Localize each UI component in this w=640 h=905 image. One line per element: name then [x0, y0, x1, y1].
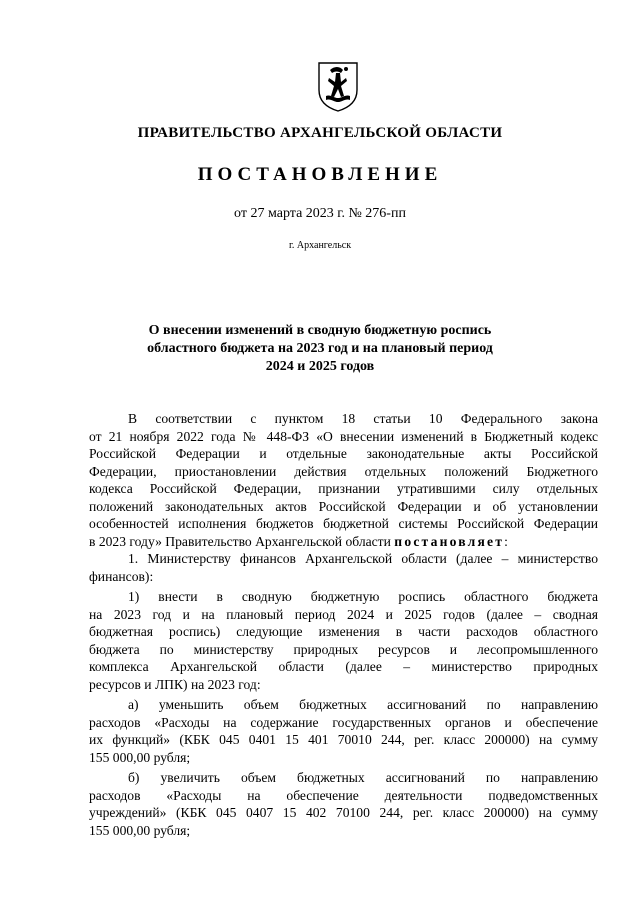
document-subject: [120, 322, 520, 376]
body-line: учреждений» (КБК 045 0407 15 402 70100 244, рег. класс 200000) на сумму: [89, 805, 598, 820]
body-line: финансов):: [89, 568, 154, 584]
preamble-colon: :: [504, 533, 508, 549]
body-line: кодекса Российской Федерации, признании утратившими силу отдельных: [89, 481, 598, 496]
body-line: Федерации, приостановлении действия отдельных положений Бюджетного: [89, 463, 598, 479]
body-line: 1. Министерству финансов Архангельской области (далее – министерство: [128, 551, 598, 566]
document-body: [89, 410, 598, 839]
body-line: бюджетная роспись) следующие изменения в части расходов областного: [89, 624, 598, 639]
document-city: г. Архангельск: [288, 240, 352, 251]
document-type: ПОСТАНОВЛЕНИЕ: [197, 164, 443, 185]
body-line: расходов «Расходы на содержание государственных органов и обеспечение: [89, 714, 598, 730]
body-line: бюджета по министерству природных ресурсов и лесопромышленного: [89, 641, 598, 657]
body-line: ресурсов и ЛПК) на 2023 год:: [89, 676, 261, 692]
coat-of-arms-icon: [316, 60, 360, 112]
body-line: В соответствии с пунктом 18 статьи 10 Федерального закона: [128, 411, 598, 426]
subject-line: 2024 и 2025 годов: [265, 359, 375, 374]
subject-line: областного бюджета на 2023 год и на плановый период: [147, 341, 493, 356]
body-line: комплекса Архангельской области (далее – министерство природных: [89, 659, 598, 674]
body-line: положений законодательных актов Российской Федерации и об установлении: [89, 498, 598, 514]
body-line: а) уменьшить объем бюджетных ассигнований по направлению: [128, 697, 598, 712]
body-line: на 2023 год и на плановый период 2024 и 2025 годов (далее – сводная: [89, 606, 598, 622]
body-line: 155 000,00 рубля;: [89, 749, 191, 765]
body-line: их функций» (КБК 045 0401 15 401 70010 244, рег. класс 200000) на сумму: [89, 732, 598, 747]
resolves-word: постановляет: [394, 533, 505, 549]
body-line: 1) внести в сводную бюджетную роспись областного бюджета: [128, 589, 598, 604]
subject-line: О внесении изменений в сводную бюджетную роспись: [148, 323, 492, 338]
body-line: 155 000,00 рубля;: [89, 822, 191, 838]
document-date-number: от 27 марта 2023 г. № 276-пп: [234, 206, 406, 221]
body-line: б) увеличить объем бюджетных ассигнований по направлению: [128, 770, 598, 785]
body-line: [89, 533, 598, 551]
body-line: расходов «Расходы на обеспечение деятельности подведомственных: [89, 787, 598, 803]
organization-name: ПРАВИТЕЛЬСТВО АРХАНГЕЛЬСКОЙ ОБЛАСТИ: [137, 125, 503, 141]
body-line: от 21 ноября 2022 года № 448-ФЗ «О внесении изменений в Бюджетный кодекс: [89, 428, 598, 444]
body-line: Российской Федерации и отдельные законодательные акты Российской: [89, 446, 598, 461]
preamble-end-text: в 2023 году» Правительство Архангельской области: [89, 533, 395, 549]
body-line: особенностей исполнения бюджетов бюджетной системы Российской Федерации: [89, 516, 598, 531]
